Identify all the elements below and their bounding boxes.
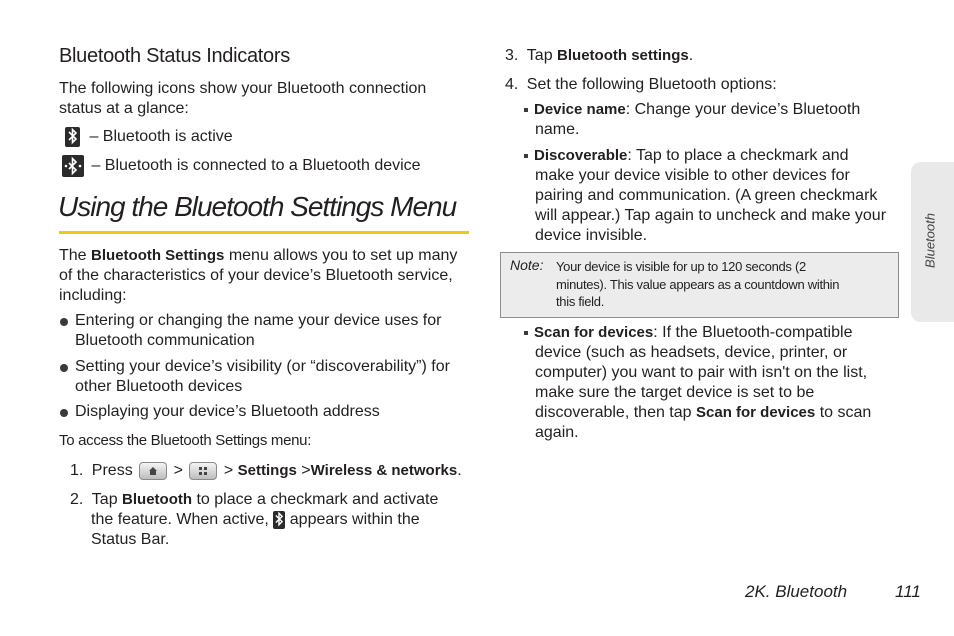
bullet-2-line1: Setting your device’s visibility (or “discoverability”) for — [75, 358, 450, 375]
discoverable-line5: device invisible. — [535, 227, 648, 244]
list-item — [75, 402, 380, 422]
status-intro-text: The following icons show your Bluetooth connection status at a glance: — [59, 80, 427, 117]
note-text — [556, 258, 839, 311]
note-line3: this field. — [556, 294, 605, 309]
chevron-right-text: > — [301, 462, 311, 479]
note-line2: minutes). This value appears as a countdown within — [556, 276, 840, 292]
step-2-line2-pre: the feature. When active, — [91, 511, 269, 528]
section-title: Using the Bluetooth Settings Menu — [58, 191, 457, 222]
step-1-press: Press — [91, 462, 133, 479]
step-1-wireless: Wireless & networks — [310, 462, 458, 479]
status-intro — [59, 79, 469, 119]
intro-pre: The — [59, 247, 87, 264]
option-scan — [524, 323, 871, 443]
discoverable-line3: pairing and communication. (A green checkmark — [535, 187, 878, 204]
home-icon — [139, 462, 167, 480]
scan-line5-bold: Scan for devices — [696, 404, 816, 421]
list-item — [75, 311, 441, 351]
bullet-1-line1: Entering or changing the name your device uses for — [75, 312, 442, 329]
bullet-1-line2: Bluetooth communication — [75, 332, 255, 349]
menu-icon — [189, 462, 217, 480]
scan-line4: make sure the target device is set to be — [535, 384, 815, 401]
bullet-dot — [60, 409, 68, 417]
device-name-bold: Device name — [534, 101, 626, 118]
step-2-line1-rest: to place a checkmark and activate — [196, 491, 439, 508]
option-device-name — [524, 100, 860, 140]
chevron-right-text: > — [223, 462, 234, 479]
square-bullet — [524, 154, 528, 158]
title-rule — [59, 231, 469, 234]
access-label: To access the Bluetooth Settings menu: — [59, 432, 312, 449]
side-tab-label: Bluetooth — [922, 213, 938, 268]
note-line1: Your device is visible for up to 120 seconds (2 — [556, 259, 806, 274]
step-2 — [70, 490, 438, 550]
page-number: 111 — [895, 582, 921, 601]
square-bullet — [524, 108, 528, 112]
icon-row-connected — [62, 155, 421, 177]
step-4-number: 4. — [505, 76, 519, 93]
note-label: Note: — [510, 257, 544, 273]
step-1-number: 1. — [70, 462, 84, 479]
step-3-tap: Tap — [526, 47, 553, 64]
intro-line3: including: — [59, 287, 127, 304]
step-2-number: 2. — [70, 491, 84, 508]
intro-paragraph — [59, 246, 474, 306]
square-bullet — [524, 331, 528, 335]
discoverable-line4: will appear.) Tap again to uncheck and make your — [535, 207, 887, 224]
discoverable-line2: make your device visible to other devices for — [535, 167, 850, 184]
bullet-dot — [60, 318, 68, 326]
footer-chapter: 2K. Bluetooth — [745, 582, 848, 601]
step-4 — [505, 75, 777, 95]
step-3-end: . — [688, 47, 694, 64]
step-3-number: 3. — [505, 47, 519, 64]
scan-line1: : If the Bluetooth-compatible — [653, 324, 853, 341]
step-3-bold: Bluetooth settings — [557, 47, 689, 64]
icon-active-text: – Bluetooth is active — [89, 128, 233, 146]
device-name-line2: name. — [535, 121, 580, 138]
scan-line5-post: to scan — [819, 404, 872, 421]
scan-line6: again. — [535, 424, 579, 441]
step-1-end: . — [457, 462, 462, 479]
step-2-line3: Status Bar. — [91, 531, 170, 548]
list-item — [75, 357, 450, 397]
step-2-tap: Tap — [91, 491, 118, 508]
icon-connected-text: – Bluetooth is connected to a Bluetooth device — [91, 157, 421, 175]
intro-line2: of the characteristics of your device’s Bluetooth service, — [59, 267, 453, 284]
bullet-dot — [60, 364, 68, 372]
step-2-bold: Bluetooth — [122, 491, 193, 508]
scan-line3: computer) you want to pair with isn't on the list, — [535, 364, 868, 381]
intro-line1-rest: menu allows you to set up many — [228, 247, 458, 264]
step-3 — [505, 46, 693, 66]
bullet-3-line1: Displaying your device’s Bluetooth address — [75, 403, 380, 420]
discoverable-bold: Discoverable — [534, 147, 628, 164]
scan-line5-pre: discoverable, then tap — [535, 404, 692, 421]
icon-row-active — [65, 127, 233, 147]
bluetooth-icon — [65, 127, 80, 147]
bluetooth-icon — [273, 511, 285, 529]
device-name-line1: : Change your device’s Bluetooth — [625, 101, 861, 118]
step-1 — [70, 461, 462, 481]
scan-bold: Scan for devices — [534, 324, 654, 341]
step-4-text: Set the following Bluetooth options: — [526, 76, 777, 93]
scan-line2: device (such as headsets, device, printer, or — [535, 344, 848, 361]
status-heading: Bluetooth Status Indicators — [59, 45, 290, 67]
option-discoverable — [524, 146, 886, 246]
bullet-2-line2: other Bluetooth devices — [75, 378, 243, 395]
bluetooth-connected-icon — [62, 155, 84, 177]
note-box — [500, 252, 899, 318]
step-2-line2-post: appears within the — [289, 511, 420, 528]
discoverable-line1: : Tap to place a checkmark and — [627, 147, 849, 164]
step-1-settings: Settings — [237, 462, 297, 479]
intro-bold: Bluetooth Settings — [91, 247, 225, 264]
chevron-right-text: > — [173, 462, 183, 479]
